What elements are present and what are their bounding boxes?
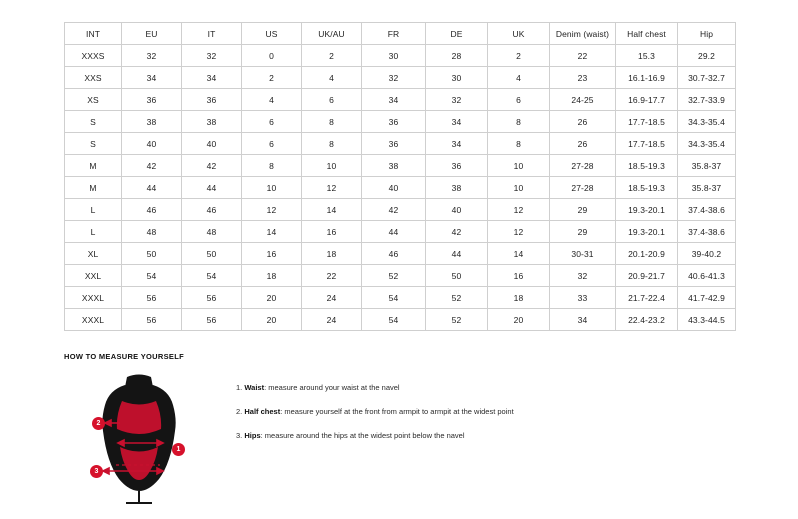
cell-denim-waist: 26: [550, 111, 616, 133]
cell-it: 36: [182, 89, 242, 111]
cell-half-chest: 16.1-16.9: [616, 67, 678, 89]
cell-denim-waist: 24-25: [550, 89, 616, 111]
cell-de: 36: [426, 155, 488, 177]
cell-denim-waist: 27-28: [550, 177, 616, 199]
cell-fr: 52: [362, 265, 426, 287]
cell-de: 40: [426, 199, 488, 221]
table-row: [65, 199, 736, 221]
cell-eu: 34: [122, 67, 182, 89]
cell-int: S: [65, 133, 122, 155]
column-header-uk-au: UK/AU: [302, 23, 362, 45]
cell-int: M: [65, 177, 122, 199]
table-row: [65, 67, 736, 89]
cell-uk: 12: [488, 221, 550, 243]
cell-uk: 12: [488, 199, 550, 221]
cell-us: 8: [242, 155, 302, 177]
cell-half-chest: 18.5-19.3: [616, 155, 678, 177]
column-header-uk: UK: [488, 23, 550, 45]
cell-half-chest: 17.7-18.5: [616, 133, 678, 155]
table-body: [65, 45, 736, 331]
cell-uk: 4: [488, 67, 550, 89]
cell-uk: 14: [488, 243, 550, 265]
how-to-measure-title: HOW TO MEASURE YOURSELF: [64, 352, 184, 361]
cell-eu: 38: [122, 111, 182, 133]
badge-half-chest: 2: [92, 417, 105, 430]
measurement-steps: [236, 371, 514, 454]
cell-fr: 54: [362, 309, 426, 331]
cell-half-chest: 15.3: [616, 45, 678, 67]
cell-eu: 42: [122, 155, 182, 177]
cell-denim-waist: 29: [550, 221, 616, 243]
cell-denim-waist: 22: [550, 45, 616, 67]
step-half-chest-text: : measure yourself at the front from armpit to armpit at the widest point: [280, 406, 514, 416]
size-chart-table: [64, 22, 736, 331]
cell-fr: 44: [362, 221, 426, 243]
cell-hip: 35.8-37: [678, 177, 736, 199]
cell-hip: 41.7-42.9: [678, 287, 736, 309]
cell-denim-waist: 34: [550, 309, 616, 331]
cell-hip: 43.3-44.5: [678, 309, 736, 331]
cell-it: 40: [182, 133, 242, 155]
cell-de: 34: [426, 111, 488, 133]
cell-us: 20: [242, 309, 302, 331]
cell-us: 0: [242, 45, 302, 67]
cell-half-chest: 19.3-20.1: [616, 221, 678, 243]
cell-half-chest: 20.1-20.9: [616, 243, 678, 265]
step-half-chest-number: 2.: [236, 406, 243, 416]
cell-denim-waist: 33: [550, 287, 616, 309]
cell-fr: 40: [362, 177, 426, 199]
cell-hip: 37.4-38.6: [678, 221, 736, 243]
cell-fr: 42: [362, 199, 426, 221]
column-header-hip: Hip: [678, 23, 736, 45]
table-row: [65, 111, 736, 133]
cell-fr: 32: [362, 67, 426, 89]
cell-hip: 30.7-32.7: [678, 67, 736, 89]
cell-it: 50: [182, 243, 242, 265]
step-waist-number: 1.: [236, 383, 243, 392]
cell-fr: 30: [362, 45, 426, 67]
badge-hips: 3: [90, 465, 103, 478]
cell-int: XXL: [65, 265, 122, 287]
badge-waist: 1: [172, 443, 185, 456]
step-hips: [236, 431, 514, 441]
cell-denim-waist: 30-31: [550, 243, 616, 265]
cell-int: L: [65, 221, 122, 243]
cell-uk: 16: [488, 265, 550, 287]
step-waist-text: : measure around your waist at the navel: [264, 383, 400, 392]
cell-us: 16: [242, 243, 302, 265]
cell-it: 42: [182, 155, 242, 177]
cell-us: 4: [242, 89, 302, 111]
column-header-it: IT: [182, 23, 242, 45]
cell-uk: 20: [488, 309, 550, 331]
cell-uk: 6: [488, 89, 550, 111]
cell-uk: 2: [488, 45, 550, 67]
cell-us: 18: [242, 265, 302, 287]
table-row: [65, 221, 736, 243]
cell-denim-waist: 27-28: [550, 155, 616, 177]
cell-fr: 36: [362, 133, 426, 155]
cell-us: 10: [242, 177, 302, 199]
cell-eu: 46: [122, 199, 182, 221]
cell-half-chest: 22.4-23.2: [616, 309, 678, 331]
cell-hip: 37.4-38.6: [678, 199, 736, 221]
column-header-denim-waist: Denim (waist): [550, 23, 616, 45]
cell-uk-au: 8: [302, 111, 362, 133]
cell-uk-au: 6: [302, 89, 362, 111]
cell-int: XS: [65, 89, 122, 111]
cell-hip: 35.8-37: [678, 155, 736, 177]
mannequin-illustration: [64, 371, 214, 506]
cell-eu: 40: [122, 133, 182, 155]
cell-de: 30: [426, 67, 488, 89]
cell-int: L: [65, 199, 122, 221]
cell-half-chest: 21.7-22.4: [616, 287, 678, 309]
how-to-measure-section: [64, 352, 744, 506]
step-hips-text: : measure around the hips at the widest point below the navel: [260, 430, 465, 440]
cell-int: XL: [65, 243, 122, 265]
cell-int: XXXL: [65, 309, 122, 331]
column-header-de: DE: [426, 23, 488, 45]
cell-uk: 18: [488, 287, 550, 309]
cell-fr: 54: [362, 287, 426, 309]
column-header-fr: FR: [362, 23, 426, 45]
cell-half-chest: 20.9-21.7: [616, 265, 678, 287]
cell-fr: 46: [362, 243, 426, 265]
cell-uk-au: 8: [302, 133, 362, 155]
step-waist-term: Waist: [244, 383, 265, 392]
cell-it: 56: [182, 309, 242, 331]
table-row: [65, 243, 736, 265]
cell-eu: 44: [122, 177, 182, 199]
cell-uk-au: 22: [302, 265, 362, 287]
cell-eu: 56: [122, 309, 182, 331]
cell-uk: 8: [488, 133, 550, 155]
column-header-half-chest: Half chest: [616, 23, 678, 45]
table-header: [65, 23, 736, 45]
column-header-eu: EU: [122, 23, 182, 45]
cell-uk-au: 12: [302, 177, 362, 199]
cell-uk: 10: [488, 177, 550, 199]
cell-fr: 38: [362, 155, 426, 177]
cell-hip: 29.2: [678, 45, 736, 67]
cell-uk: 8: [488, 111, 550, 133]
cell-denim-waist: 32: [550, 265, 616, 287]
cell-de: 52: [426, 309, 488, 331]
cell-hip: 34.3-35.4: [678, 133, 736, 155]
cell-hip: 34.3-35.4: [678, 111, 736, 133]
cell-uk-au: 18: [302, 243, 362, 265]
cell-uk-au: 2: [302, 45, 362, 67]
cell-it: 32: [182, 45, 242, 67]
cell-it: 54: [182, 265, 242, 287]
table-row: [65, 155, 736, 177]
cell-us: 20: [242, 287, 302, 309]
cell-denim-waist: 29: [550, 199, 616, 221]
cell-eu: 54: [122, 265, 182, 287]
size-chart-table-container: [64, 22, 735, 331]
cell-de: 52: [426, 287, 488, 309]
step-waist: [236, 383, 514, 393]
cell-hip: 40.6-41.3: [678, 265, 736, 287]
cell-us: 2: [242, 67, 302, 89]
cell-us: 12: [242, 199, 302, 221]
cell-de: 42: [426, 221, 488, 243]
cell-de: 44: [426, 243, 488, 265]
cell-uk-au: 24: [302, 309, 362, 331]
cell-us: 14: [242, 221, 302, 243]
cell-uk-au: 14: [302, 199, 362, 221]
cell-de: 32: [426, 89, 488, 111]
step-hips-term: Hips: [244, 430, 261, 440]
cell-denim-waist: 26: [550, 133, 616, 155]
table-row: [65, 177, 736, 199]
cell-it: 34: [182, 67, 242, 89]
cell-it: 46: [182, 199, 242, 221]
cell-de: 28: [426, 45, 488, 67]
cell-eu: 56: [122, 287, 182, 309]
cell-it: 44: [182, 177, 242, 199]
cell-de: 50: [426, 265, 488, 287]
cell-it: 38: [182, 111, 242, 133]
cell-half-chest: 17.7-18.5: [616, 111, 678, 133]
step-hips-number: 3.: [236, 430, 243, 440]
cell-int: S: [65, 111, 122, 133]
cell-int: XXXS: [65, 45, 122, 67]
cell-int: M: [65, 155, 122, 177]
cell-uk-au: 4: [302, 67, 362, 89]
step-half-chest: [236, 407, 514, 417]
table-row: [65, 309, 736, 331]
cell-eu: 50: [122, 243, 182, 265]
table-header-row: [65, 23, 736, 45]
cell-eu: 48: [122, 221, 182, 243]
cell-fr: 34: [362, 89, 426, 111]
cell-hip: 32.7-33.9: [678, 89, 736, 111]
cell-half-chest: 16.9-17.7: [616, 89, 678, 111]
cell-de: 38: [426, 177, 488, 199]
table-row: [65, 265, 736, 287]
cell-hip: 39-40.2: [678, 243, 736, 265]
column-header-us: US: [242, 23, 302, 45]
cell-de: 34: [426, 133, 488, 155]
cell-it: 48: [182, 221, 242, 243]
cell-eu: 32: [122, 45, 182, 67]
measurement-figure: [64, 371, 214, 506]
cell-us: 6: [242, 111, 302, 133]
cell-fr: 36: [362, 111, 426, 133]
how-to-measure-body: [64, 371, 744, 506]
cell-uk: 10: [488, 155, 550, 177]
table-row: [65, 45, 736, 67]
cell-half-chest: 18.5-19.3: [616, 177, 678, 199]
cell-it: 56: [182, 287, 242, 309]
cell-uk-au: 24: [302, 287, 362, 309]
table-row: [65, 89, 736, 111]
cell-denim-waist: 23: [550, 67, 616, 89]
column-header-int: INT: [65, 23, 122, 45]
table-row: [65, 287, 736, 309]
table-row: [65, 133, 736, 155]
cell-half-chest: 19.3-20.1: [616, 199, 678, 221]
cell-us: 6: [242, 133, 302, 155]
step-half-chest-term: Half chest: [244, 406, 281, 416]
cell-int: XXXL: [65, 287, 122, 309]
cell-int: XXS: [65, 67, 122, 89]
cell-eu: 36: [122, 89, 182, 111]
cell-uk-au: 16: [302, 221, 362, 243]
cell-uk-au: 10: [302, 155, 362, 177]
